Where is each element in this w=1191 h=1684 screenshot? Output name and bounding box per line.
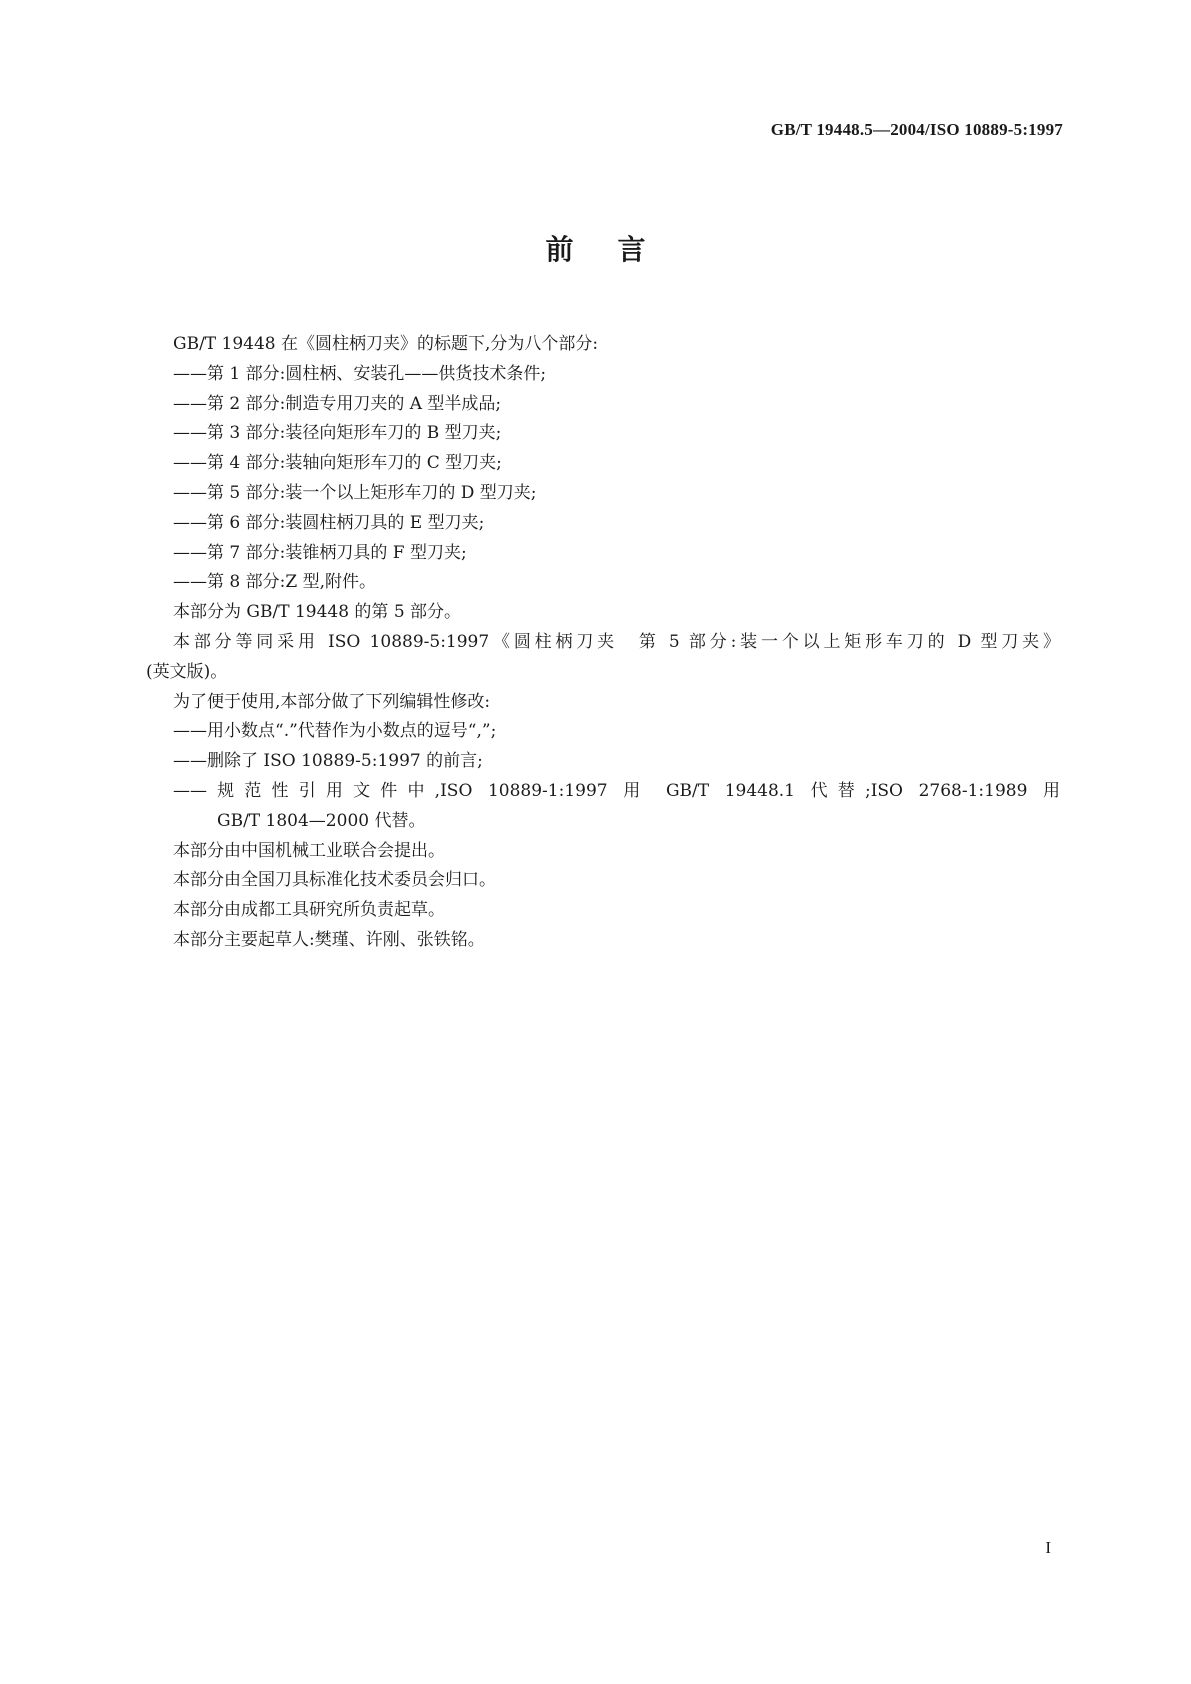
list-item-part-8: ——第 8 部分:Z 型,附件。 — [173, 572, 376, 593]
list-item-part-6: ——第 6 部分:装圆柱柄刀具的 E 型刀夹; — [173, 512, 485, 533]
standard-number-header: GB/T 19448.5—2004/ISO 10889-5:1997 — [770, 120, 1063, 139]
intro-paragraph: GB/T 19448 在《圆柱柄刀夹》的标题下,分为八个部分: — [173, 334, 599, 354]
list-item-part-4: ——第 4 部分:装轴向矩形车刀的 C 型刀夹; — [173, 453, 502, 474]
list-item-edit-3-line-1: ——规范性引用文件中,ISO 10889-1:1997 用 GB/T 19448.1 代替;ISO 2768-1:1989 用 — [173, 780, 1060, 801]
foreword-body — [146, 330, 1060, 956]
list-item-edit-3-line-2: GB/T 1804—2000 代替。 — [217, 810, 426, 831]
edits-intro: 为了便于使用,本部分做了下列编辑性修改: — [173, 691, 491, 712]
part-statement: 本部分为 GB/T 19448 的第 5 部分。 — [173, 602, 462, 623]
page-number: I — [1045, 1538, 1051, 1557]
drafters: 本部分主要起草人:樊瑾、许刚、张铁铭。 — [173, 929, 485, 950]
list-item-edit-2: ——删除了 ISO 10889-5:1997 的前言; — [173, 751, 483, 772]
adoption-statement-line-2: (英文版)。 — [146, 661, 228, 682]
list-item-part-3: ——第 3 部分:装径向矩形车刀的 B 型刀夹; — [173, 423, 502, 444]
list-item-part-7: ——第 7 部分:装锥柄刀具的 F 型刀夹; — [173, 542, 467, 563]
page-title: 前言 — [545, 233, 690, 266]
list-item-edit-1: ——用小数点“.”代替作为小数点的逗号“,”; — [173, 721, 497, 742]
list-item-part-1: ——第 1 部分:圆柱柄、安装孔——供货技术条件; — [173, 363, 547, 384]
list-item-part-5: ——第 5 部分:装一个以上矩形车刀的 D 型刀夹; — [173, 482, 537, 503]
proposed-by: 本部分由中国机械工业联合会提出。 — [173, 840, 445, 861]
drafted-by: 本部分由成都工具研究所负责起草。 — [173, 900, 445, 921]
managed-by: 本部分由全国刀具标准化技术委员会归口。 — [173, 870, 496, 891]
list-item-part-2: ——第 2 部分:制造专用刀夹的 A 型半成品; — [173, 393, 502, 414]
adoption-statement-line-1: 本部分等同采用 ISO 10889-5:1997《圆柱柄刀夹 第 5 部分:装一个以上矩形车刀的 D 型刀夹》 — [173, 631, 1060, 652]
